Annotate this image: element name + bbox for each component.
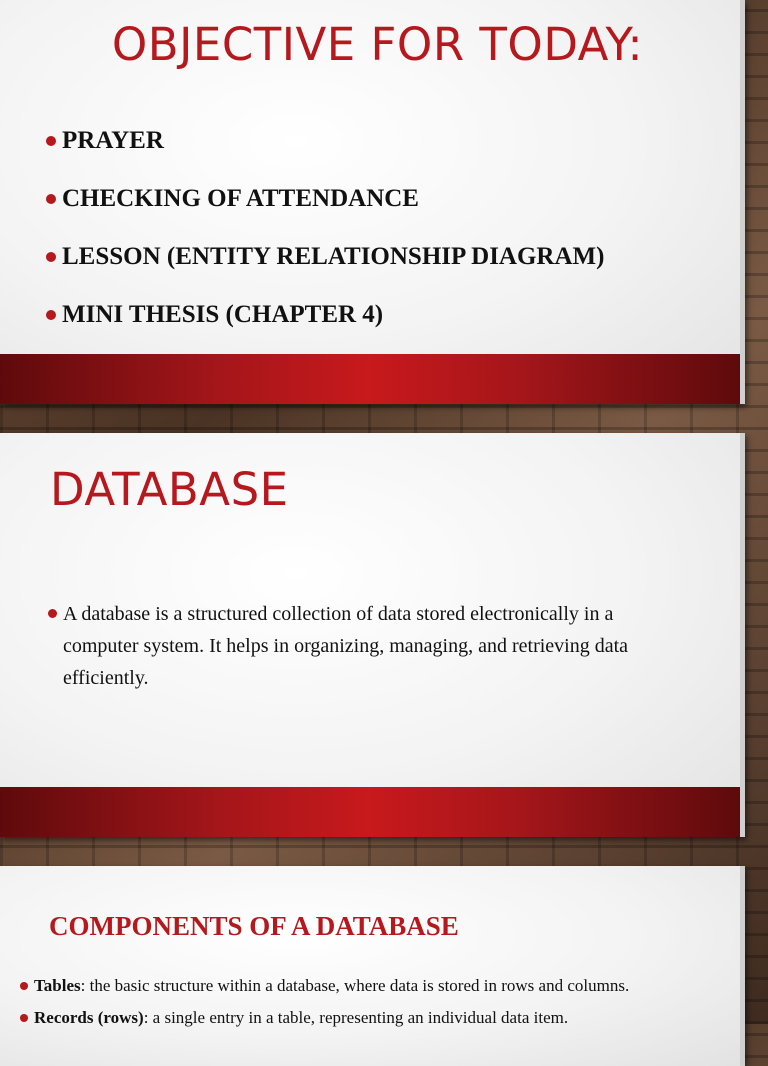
red-footer-bar	[0, 787, 740, 837]
bullet-term: Tables	[34, 976, 81, 995]
slide-objective	[0, 0, 745, 404]
list-item	[46, 182, 604, 240]
bullet-list	[20, 974, 730, 1038]
bullet-dot-icon	[46, 310, 56, 320]
bullet-text: A database is a structured collection of data stored electronically in a computer system. It helps in organizing, managing, and retrieving data efficiently.	[63, 603, 629, 689]
slide-title: OBJECTIVE FOR TODAY:	[111, 18, 644, 71]
bullet-text: PRAYER	[62, 127, 164, 154]
slide-title: DATABASE	[50, 463, 289, 516]
slide-database	[0, 433, 745, 837]
list-item	[46, 124, 604, 182]
bullet-text: MINI THESIS (CHAPTER 4)	[62, 301, 384, 328]
bullet-list	[48, 598, 688, 694]
list-item	[48, 598, 688, 694]
bullet-list	[46, 124, 604, 356]
bullet-dot-icon	[46, 194, 56, 204]
bullet-text: CHECKING OF ATTENDANCE	[62, 185, 419, 212]
bullet-dot-icon	[46, 252, 56, 262]
bullet-dot-icon	[46, 136, 56, 146]
bullet-text: : a single entry in a table, representing an individual data item.	[143, 1008, 569, 1027]
list-item	[20, 1006, 730, 1038]
bullet-text: : the basic structure within a database, where data is stored in rows and columns.	[80, 976, 630, 995]
bullet-dot-icon	[20, 982, 28, 990]
bullet-text: LESSON (ENTITY RELATIONSHIP DIAGRAM)	[62, 243, 605, 270]
bullet-term: Records (rows)	[34, 1008, 144, 1027]
slide-components	[0, 866, 745, 1066]
bullet-dot-icon	[48, 609, 57, 618]
list-item	[46, 298, 604, 356]
list-item	[20, 974, 730, 1006]
red-footer-bar	[0, 354, 740, 404]
list-item	[46, 240, 604, 298]
bullet-dot-icon	[20, 1014, 28, 1022]
slide-title: COMPONENTS OF A DATABASE	[49, 911, 459, 941]
